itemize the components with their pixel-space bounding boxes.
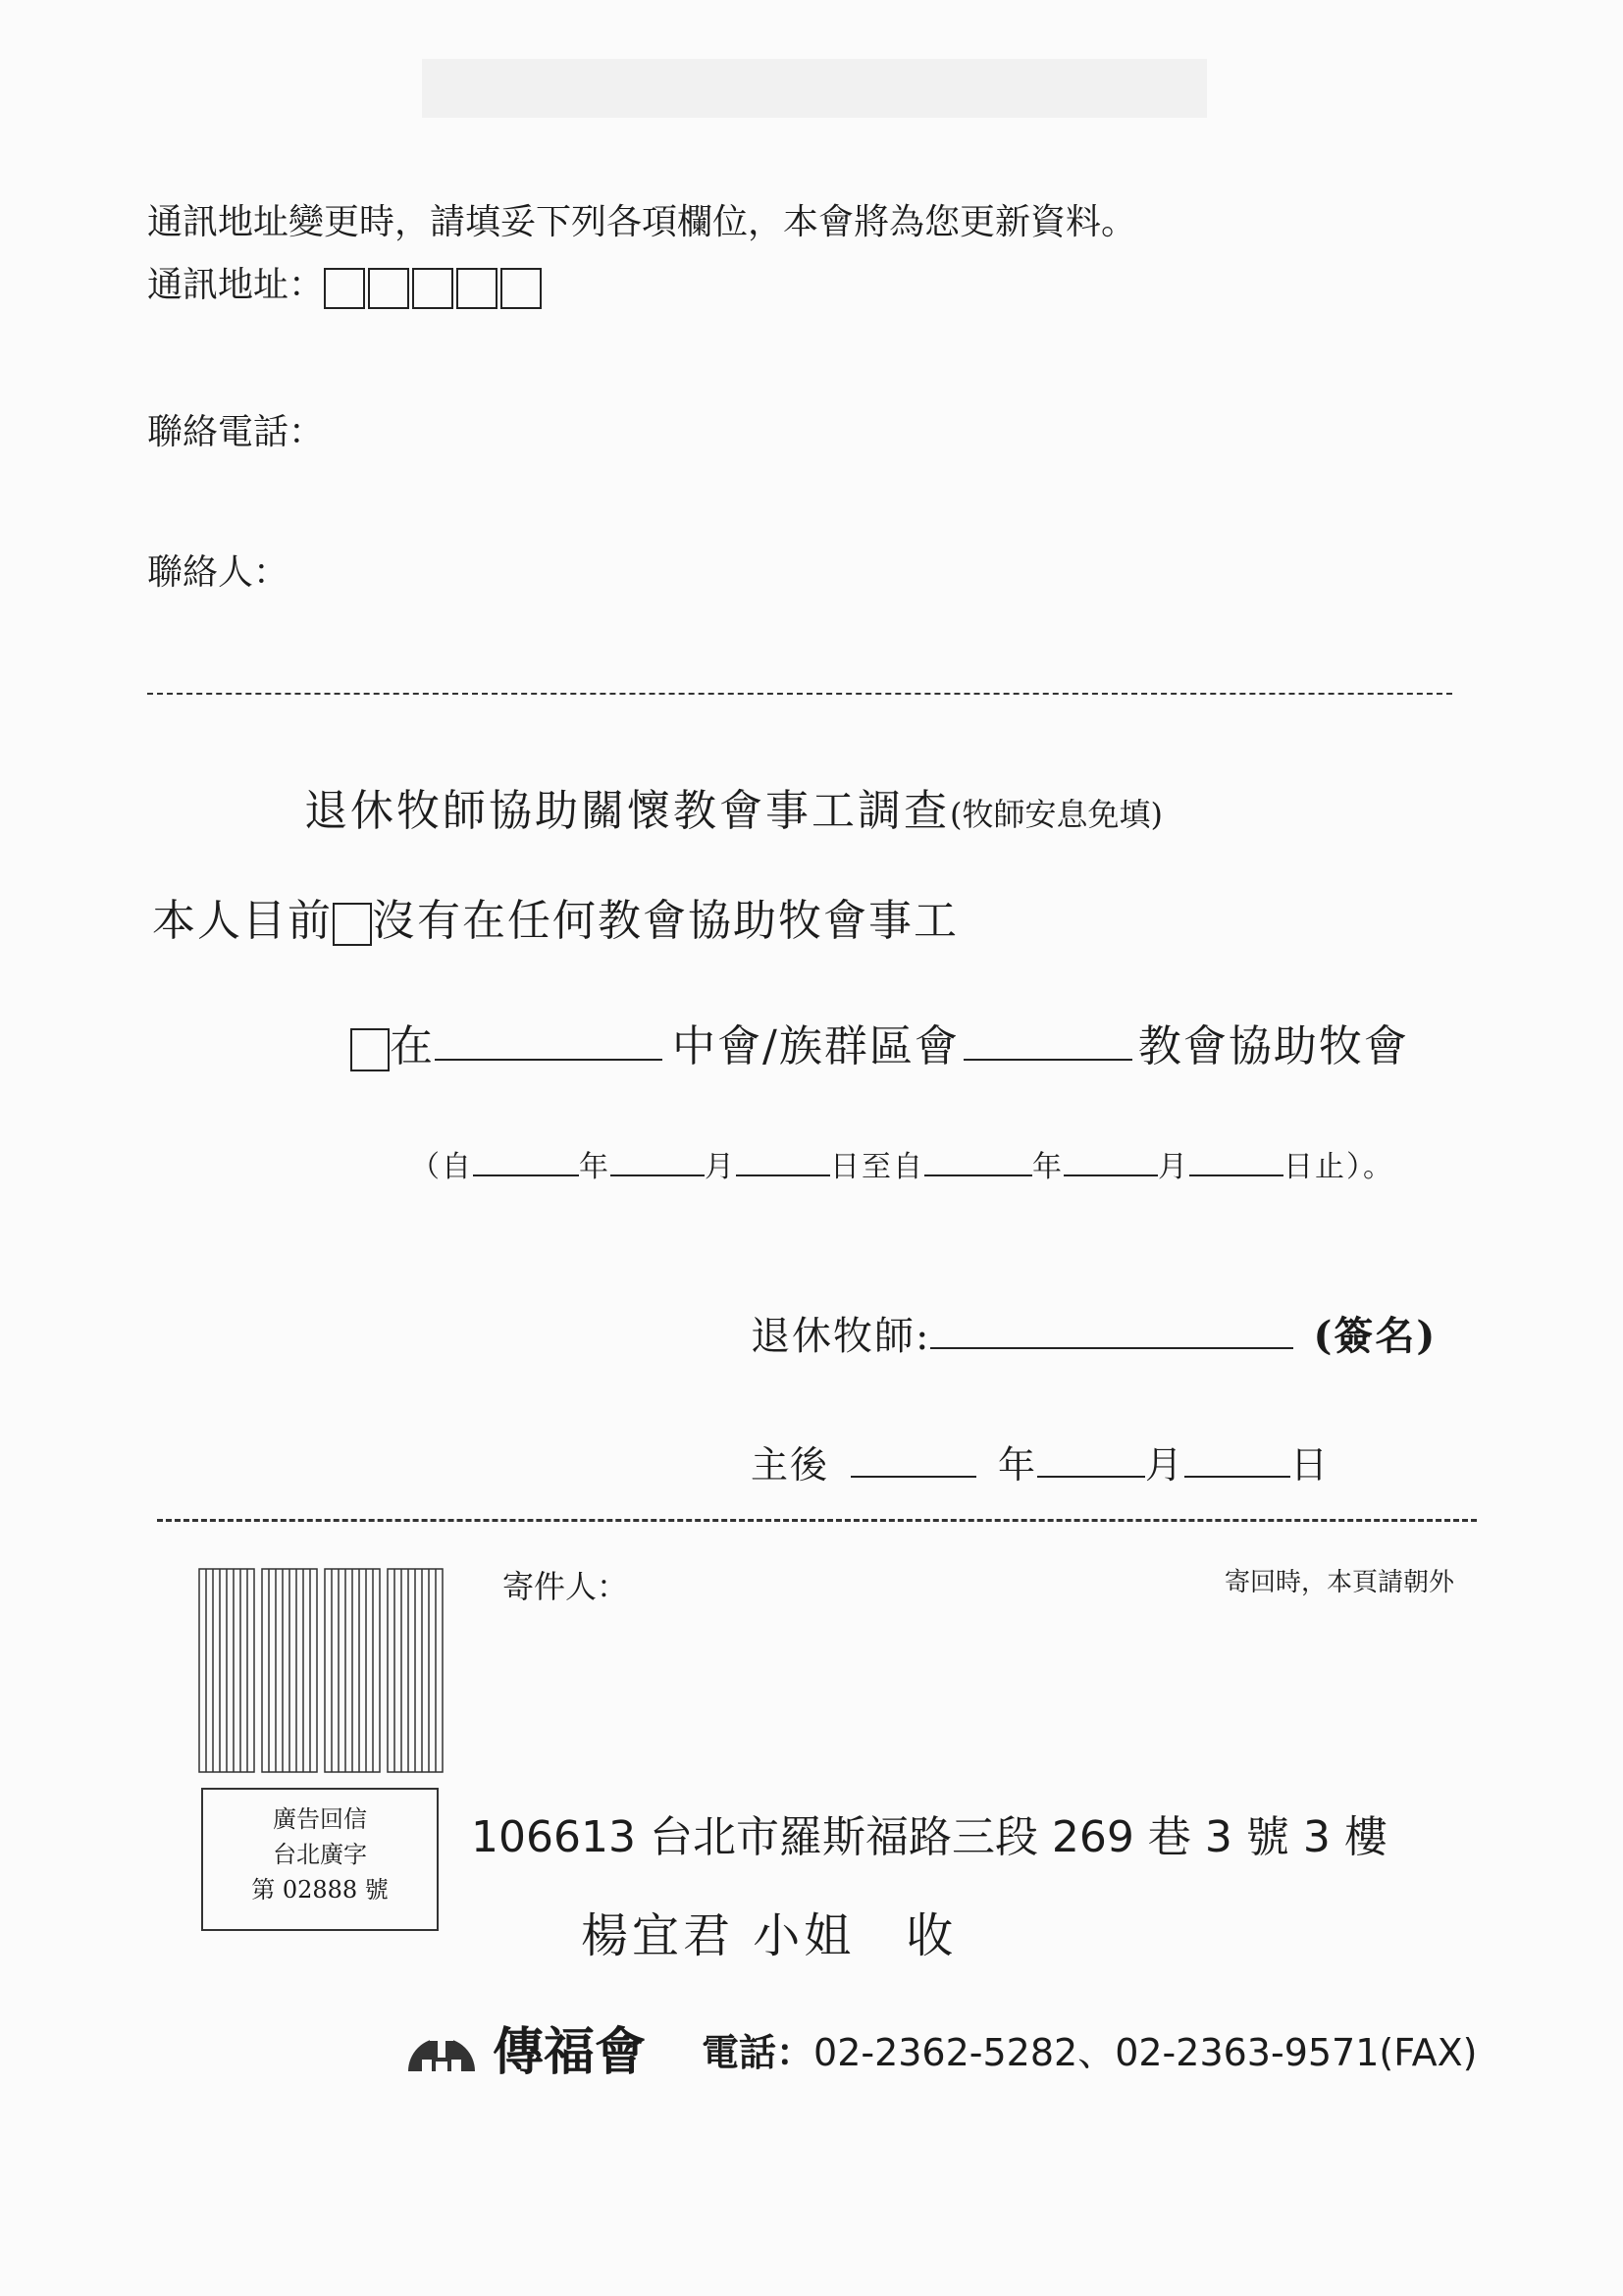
recipient-name: 楊宜君 小姐 收 [581, 1908, 958, 1963]
address-label: 通訊地址： [147, 265, 325, 305]
org-logo-icon [402, 2014, 481, 2089]
postal-digit-box[interactable] [368, 268, 409, 309]
ministry-checkbox[interactable] [350, 1028, 390, 1071]
postal-digit-box[interactable] [324, 268, 365, 309]
survey-title-note: (牧師安息免填) [950, 796, 1163, 833]
cut-line-bottom [157, 1519, 1477, 1522]
org-phone-label: 電話： [702, 2031, 814, 2074]
phone-label: 聯絡電話： [147, 412, 325, 452]
contact-label: 聯絡人： [147, 552, 289, 593]
period-day-end: 日止）。 [1283, 1150, 1394, 1184]
permit-line: 台北廣字 [273, 1841, 367, 1868]
org-phone-numbers: 02-2362-5282、02-2363-9571(FAX) [813, 2031, 1478, 2074]
start-year-blank[interactable] [473, 1148, 579, 1176]
survey-title-row [304, 775, 1163, 838]
end-year-blank[interactable] [924, 1148, 1032, 1176]
no-ministry-checkbox[interactable] [333, 903, 372, 946]
postal-barcode-bars [198, 1568, 444, 1774]
date-day: 日 [1290, 1443, 1331, 1487]
service-period-row [410, 1142, 1394, 1185]
postal-code-boxes[interactable] [324, 266, 542, 309]
date-year: 年 [998, 1443, 1038, 1487]
date-month-blank[interactable] [1037, 1442, 1145, 1478]
signature-note: (簽名) [1313, 1313, 1438, 1359]
line2-in: 在 [390, 1021, 435, 1071]
end-day-blank[interactable] [1189, 1148, 1283, 1176]
date-day-blank[interactable] [1184, 1442, 1290, 1478]
date-month: 月 [1145, 1443, 1185, 1487]
cut-line-top [147, 693, 1452, 695]
return-note: 寄回時，本頁請朝外 [1225, 1568, 1455, 1597]
line2-mid: 中會/族群區會 [672, 1021, 960, 1071]
church-blank[interactable] [964, 1019, 1132, 1061]
address-change-instruction: 通訊地址變更時，請填妥下列各項欄位，本會將為您更新資料。 [147, 202, 1137, 242]
line1-option: 沒有在任何教會協助牧會事工 [372, 896, 959, 946]
start-day-blank[interactable] [736, 1148, 830, 1176]
postal-digit-box[interactable] [500, 268, 542, 309]
date-row [751, 1435, 1330, 1488]
period-year2: 年 [1032, 1150, 1064, 1184]
permit-line: 廣告回信 [273, 1805, 367, 1833]
signature-blank[interactable] [930, 1312, 1293, 1349]
org-phone [702, 2022, 1477, 2076]
postal-digit-box[interactable] [456, 268, 497, 309]
permit-line: 第 02888 號 [251, 1876, 389, 1904]
survey-line-1 [152, 885, 959, 948]
line2-end: 教會協助牧會 [1137, 1021, 1409, 1071]
recipient-address: 106613 台北市羅斯福路三段 269 巷 3 號 3 樓 [471, 1812, 1387, 1862]
line1-prefix: 本人目前 [152, 896, 333, 946]
period-open: （自 [410, 1150, 473, 1184]
signature-label: 退休牧師: [751, 1314, 931, 1359]
end-month-blank[interactable] [1064, 1148, 1158, 1176]
org-name: 傳福會 [493, 2023, 647, 2082]
start-month-blank[interactable] [610, 1148, 705, 1176]
signature-row [751, 1305, 1437, 1361]
presbytery-blank[interactable] [435, 1019, 662, 1061]
date-prefix: 主後 [751, 1443, 830, 1487]
date-year-blank[interactable] [851, 1442, 976, 1478]
period-year1: 年 [579, 1150, 610, 1184]
period-month1: 月 [705, 1150, 736, 1184]
sender-label: 寄件人： [502, 1568, 629, 1605]
business-reply-permit [201, 1788, 439, 1931]
survey-title: 退休牧師協助關懷教會事工調查 [304, 786, 950, 836]
bleed-through-text [422, 59, 1207, 118]
postal-digit-box[interactable] [412, 268, 453, 309]
barcode-bars-svg [198, 1568, 444, 1774]
survey-line-2 [350, 1011, 1409, 1073]
period-month2: 月 [1158, 1150, 1189, 1184]
address-row [147, 257, 542, 309]
period-day-to: 日至自 [830, 1150, 924, 1184]
